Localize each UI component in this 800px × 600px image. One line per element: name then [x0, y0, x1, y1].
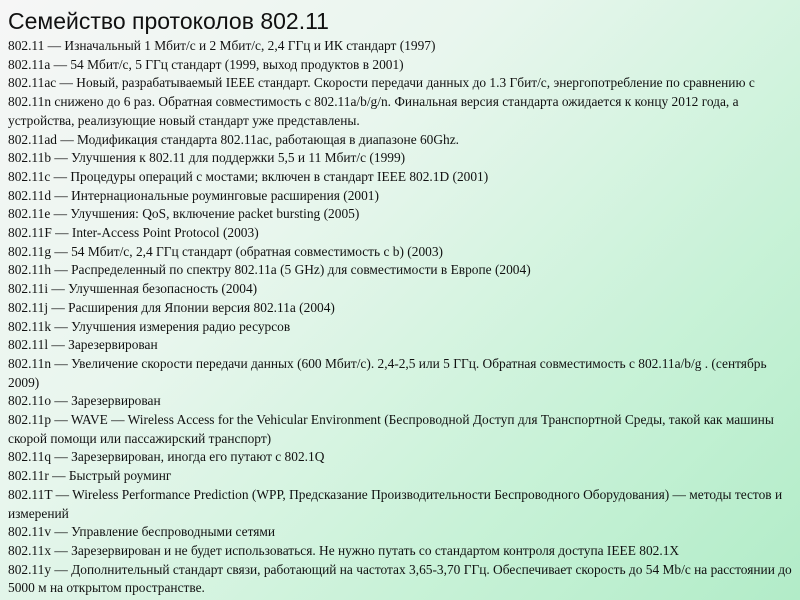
list-item: 802.11y — Дополнительный стандарт связи, работающий на частотах 3,65-3,70 ГГц. Обеспечивает скорость до 54 Mb/с на расстоянии до 5000 м на открытом пространстве.: [8, 561, 792, 596]
list-item: 802.11T — Wireless Performance Prediction (WPP, Предсказание Производительности Беспроводного Оборудования) — методы тестов и измерений: [8, 486, 783, 521]
list-item: 802.11k — Улучшения измерения радио ресурсов: [8, 318, 291, 334]
list-item: 802.11b — Улучшения к 802.11 для поддержки 5,5 и 11 Мбит/c (1999): [8, 150, 406, 166]
list-item: 802.11a — 54 Мбит/c, 5 ГГц стандарт (1999, выход продуктов в 2001): [8, 56, 404, 72]
list-item: 802.11g — 54 Мбит/c, 2,4 ГГц стандарт (обратная совместимость с b) (2003): [8, 243, 443, 259]
slide-title: Семейство протоколов 802.11: [8, 8, 329, 34]
list-item: 802.11o — Зарезервирован: [8, 393, 161, 409]
list-item: 802.11l — Зарезервирован: [8, 337, 158, 353]
list-item: 802.11p — WAVE — Wireless Access for the Vehicular Environment (Беспроводной Доступ для Транспортной Среды, такой как машины скорой помощи или пассажирский транспорт): [8, 412, 774, 446]
list-item: 802.11e — Улучшения: QoS, включение packet bursting (2005): [8, 206, 360, 222]
list-item: 802.11n — Увеличение скорости передачи данных (600 Мбит/c). 2,4-2,5 или 5 ГГц. Обратная совместимость с 802.11a/b/g . (сентябрь 2009): [8, 355, 767, 390]
list-item: 802.11h — Распределенный по спектру 802.11a (5 GHz) для совместимости в Европе (2004): [8, 262, 531, 278]
list-item: 802.11 — Изначальный 1 Мбит/c и 2 Мбит/c, 2,4 ГГц и ИК стандарт (1997): [8, 38, 436, 53]
list-item: 802.11i — Улучшенная безопасность (2004): [8, 281, 258, 297]
list-item: 802.11j — Расширения для Японии версия 802.11a (2004): [8, 299, 335, 315]
list-item: 802.11ac — Новый, разрабатываемый IEEE стандарт. Скорости передачи данных до 1.3 Гбит/с, энергопотребление по сравнению с 802.11n снижено до 6 раз. Обратная совместимость с 802.11a/b/g/n. Финальная версия стандарта ожидается к концу 2012 года, а устройства, реализующие новый стандарт уже представлены.: [8, 75, 755, 128]
list-item: 802.11ad — Модификация стандарта 802.11ac, работающая в диапазоне 60Ghz.: [8, 131, 460, 147]
slide: [8, 7, 794, 597]
list-item: 802.11r — Быстрый роуминг: [8, 468, 172, 484]
list-item: 802.11q — Зарезервирован, иногда его путают с 802.1Q: [8, 449, 325, 465]
list-item: 802.11F — Inter-Access Point Protocol (2003): [8, 225, 259, 241]
list-item: 802.11x — Зарезервирован и не будет использоваться. Не нужно путать со стандартом контроля доступа IEEE 802.1X: [8, 542, 680, 558]
list-item: 802.11v — Управление беспроводными сетями: [8, 524, 276, 540]
standards-list: [8, 37, 794, 597]
list-item: 802.11c — Процедуры операций с мостами; включен в стандарт IEEE 802.1D (2001): [8, 168, 489, 184]
list-item: 802.11d — Интернациональные роуминговые расширения (2001): [8, 187, 379, 203]
